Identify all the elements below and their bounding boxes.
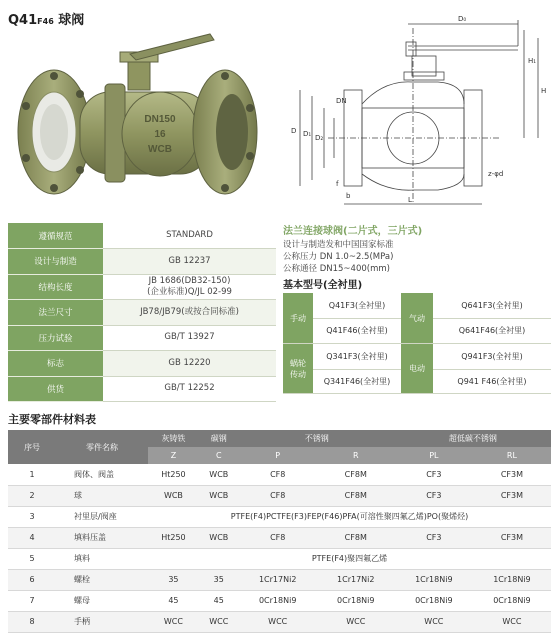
row-material: CF8M [317, 527, 395, 548]
row-material: Ht250 [148, 527, 199, 548]
table-row [8, 611, 551, 632]
row-no: 3 [8, 506, 56, 527]
table-row [8, 590, 551, 611]
col-no: 序号 [8, 430, 56, 464]
model-label-gear: 蜗轮传动 [283, 344, 313, 393]
spec-value [103, 223, 276, 249]
row-part-name: 填料压盖 [56, 527, 148, 548]
spec-row [8, 300, 276, 326]
row-material: CF3M [473, 485, 551, 506]
row-material: WCB [199, 527, 239, 548]
table-row [8, 485, 551, 506]
table-row [8, 506, 551, 527]
row-material: WCB [148, 485, 199, 506]
table-row [8, 527, 551, 548]
dim-h1: H₁ [528, 57, 537, 65]
spec-value-line: (企业标准)Q/JL 02-99 [147, 286, 232, 297]
spec-value [103, 300, 276, 326]
table-row [8, 464, 551, 485]
spec-key: 设计与制造 [8, 249, 103, 275]
row-no: 2 [8, 485, 56, 506]
model-label-electric: 电动 [401, 344, 433, 393]
material-code: Z [148, 447, 199, 464]
row-material: WCC [239, 611, 317, 632]
row-material: WCC [473, 611, 551, 632]
dim-zd: z-φd [488, 170, 504, 178]
row-material: 1Cr18Ni9 [473, 569, 551, 590]
spec-value [103, 376, 276, 402]
spec-key: 压力试验 [8, 325, 103, 351]
spec-key: 供货 [8, 376, 103, 402]
spec-table [8, 223, 276, 402]
dim-d2: D₂ [315, 134, 324, 142]
description-line-1: 设计与制造发和中国国家标准 [283, 240, 394, 250]
spec-row [8, 249, 276, 275]
row-part-name: 球 [56, 485, 148, 506]
spec-row [8, 223, 276, 249]
row-material: CF8 [239, 485, 317, 506]
spec-value [103, 249, 276, 275]
description-line-2: 公称压力 DN 1.0~2.5(MPa) [283, 252, 394, 262]
spec-row [8, 325, 276, 351]
row-material: WCC [317, 611, 395, 632]
row-material: 35 [148, 569, 199, 590]
description [283, 222, 553, 291]
row-material: 1Cr17Ni2 [317, 569, 395, 590]
models-title: 基本型号(全衬里) [283, 280, 363, 291]
spec-value [103, 274, 276, 300]
material-code: R [317, 447, 395, 464]
row-material: CF8 [239, 527, 317, 548]
spec-key: 标志 [8, 351, 103, 377]
group-stainless: 不锈钢 [239, 430, 395, 447]
row-material: CF3 [395, 485, 473, 506]
spec-row [8, 351, 276, 377]
valve-photo [10, 32, 272, 212]
row-material: 35 [199, 569, 239, 590]
row-material: WCB [199, 485, 239, 506]
row-material: CF8M [317, 485, 395, 506]
model-manual-f3: Q41F3(全衬里) [328, 301, 386, 310]
row-part-name: 填料 [56, 548, 148, 569]
spec-value-line: JB 1686(DB32-150) [148, 275, 231, 286]
model-gear-f46: Q341F46(全衬里) [323, 376, 391, 386]
model-pneumatic-f46: Q641F46(全衬里) [458, 326, 526, 335]
row-part-name: 螺母 [56, 590, 148, 611]
materials-title: 主要零部件材料表 [8, 413, 96, 426]
spec-value-line: JB78/JB79(或按合同标准) [140, 306, 239, 317]
dim-l: L [408, 196, 412, 204]
row-material: 0Cr18Ni9 [239, 590, 317, 611]
dim-b: b [346, 192, 351, 200]
spec-value-line: STANDARD [166, 230, 213, 240]
row-material: 0Cr18Ni9 [395, 590, 473, 611]
row-no: 8 [8, 611, 56, 632]
row-material: CF3 [395, 527, 473, 548]
row-part-name: 螺栓 [56, 569, 148, 590]
col-part-name: 零件名称 [56, 430, 148, 464]
spec-value-line: GB 12237 [168, 255, 211, 266]
row-material: 45 [199, 590, 239, 611]
models-grid [283, 293, 551, 393]
dim-f: f [336, 180, 339, 188]
table-row [8, 569, 551, 590]
material-code: P [239, 447, 317, 464]
model-pneumatic-f3: Q641F3(全衬里) [461, 301, 523, 310]
group-gray-iron: 灰铸铁 [148, 430, 199, 447]
description-line-3: 公称通径 DN15~400(mm) [283, 264, 390, 274]
row-material: CF8 [239, 464, 317, 485]
row-material: CF8M [317, 464, 395, 485]
description-heading: 法兰连接球阀(二片式，三片式) [283, 226, 423, 237]
row-material: WCC [395, 611, 473, 632]
row-material: WCC [199, 611, 239, 632]
spec-key: 法兰尺寸 [8, 300, 103, 326]
row-no: 7 [8, 590, 56, 611]
model-label-manual: 手动 [283, 293, 313, 343]
row-part-name: 衬里层/阀座 [56, 506, 148, 527]
row-material: WCB [199, 464, 239, 485]
row-part-name: 阀体、阀盖 [56, 464, 148, 485]
materials-table [8, 430, 551, 633]
material-code: PL [395, 447, 473, 464]
dim-d0: D₀ [458, 15, 467, 23]
spec-row [8, 274, 276, 300]
group-ultra-low-carbon: 超低碳不锈钢 [395, 430, 551, 447]
row-material: 1Cr18Ni9 [395, 569, 473, 590]
row-material: CF3M [473, 527, 551, 548]
spec-value [103, 325, 276, 351]
spec-value-line: GB/T 12252 [164, 383, 215, 394]
row-no: 1 [8, 464, 56, 485]
dim-d1: D₁ [303, 130, 312, 138]
row-no: 4 [8, 527, 56, 548]
material-code: C [199, 447, 239, 464]
row-material-span: PTFE(F4)聚四氟乙烯 [148, 548, 551, 569]
spec-value-line: GB/T 13927 [164, 332, 215, 343]
row-material: 0Cr18Ni9 [317, 590, 395, 611]
model-gear-f3: Q341F3(全衬里) [326, 352, 388, 361]
table-row [8, 548, 551, 569]
dim-dn: DN [336, 97, 347, 105]
page-title: Q41F46 球阀 [8, 13, 85, 28]
row-material: Ht250 [148, 464, 199, 485]
spec-row [8, 376, 276, 402]
row-material: 0Cr18Ni9 [473, 590, 551, 611]
row-material: 1Cr17Ni2 [239, 569, 317, 590]
group-carbon-steel: 碳钢 [199, 430, 239, 447]
row-material: CF3 [395, 464, 473, 485]
dim-d: D [291, 127, 297, 135]
row-no: 5 [8, 548, 56, 569]
technical-drawing [288, 8, 550, 210]
valve-text-pressure: 16 [154, 129, 166, 140]
row-no: 6 [8, 569, 56, 590]
model-label-pneumatic: 气动 [401, 293, 433, 343]
dim-h: H [541, 87, 547, 95]
spec-key: 遵循规范 [8, 223, 103, 249]
model-manual-f46: Q41F46(全衬里) [326, 326, 388, 335]
valve-text-material: WCB [148, 144, 172, 155]
row-material-span: PTFE(F4)PCTFE(F3)FEP(F46)PFA(可溶性聚四氟乙烯)PO(聚烯烃) [148, 506, 551, 527]
spec-key: 结构长度 [8, 274, 103, 300]
model-electric-f46: Q941 F46(全衬里) [457, 376, 527, 386]
material-code: RL [473, 447, 551, 464]
row-material: 45 [148, 590, 199, 611]
spec-value [103, 351, 276, 377]
spec-value-line: GB 12220 [168, 357, 211, 368]
row-material: WCC [148, 611, 199, 632]
row-material: CF3M [473, 464, 551, 485]
row-part-name: 手柄 [56, 611, 148, 632]
valve-text-size: DN150 [144, 114, 176, 125]
model-electric-f3: Q941F3(全衬里) [461, 352, 523, 361]
